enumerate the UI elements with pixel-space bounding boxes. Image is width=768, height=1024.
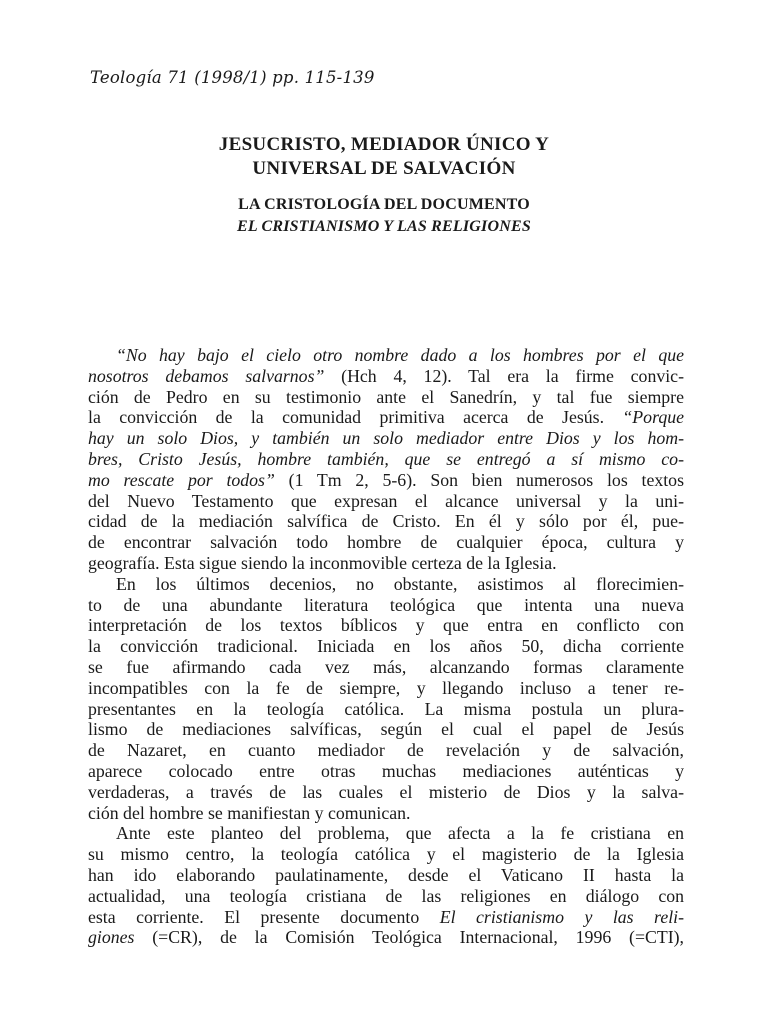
journal-reference: Teología 71 (1998/1) pp. 115-139 <box>90 68 375 87</box>
article-subtitle-line-1: LA CRISTOLOGÍA DEL DOCUMENTO <box>238 196 530 213</box>
text-line: verdaderas, a través de las cuales el misterio de Dios y la salva- <box>88 781 684 802</box>
text-line: aparece colocado entre otras muchas mediaciones auténticas y <box>88 760 684 781</box>
text-line: ción de Pedro en su testimonio ante el Sanedrín, y tal fue siempre <box>88 386 684 407</box>
text-line: la convicción tradicional. Iniciada en los años 50, dicha corriente <box>88 636 684 657</box>
text-line: bres, Cristo Jesús, hombre también, que se entregó a sí mismo co- <box>88 448 684 469</box>
text-line: incompatibles con la fe de siempre, y llegando incluso a tener re- <box>88 677 684 698</box>
text-line: Ante este planteo del problema, que afecta a la fe cristiana en <box>116 823 684 844</box>
document-title-italic: El cristianismo y las reli- <box>439 906 685 927</box>
text-line: actualidad, una teología cristiana de las religiones en diálogo con <box>88 885 684 906</box>
text-line: cidad de la mediación salvífica de Cristo. En él y sólo por él, pue- <box>88 511 684 532</box>
quote-text: nosotros debamos salvarnos” <box>88 365 325 386</box>
text-run: (1 Tm 2, 5-6). Son bien numerosos los textos <box>274 469 684 490</box>
article-body <box>88 345 684 948</box>
quote-text: mo rescate por todos” <box>88 469 275 490</box>
text-line: geografía. Esta sigue siendo la inconmovible certeza de la Iglesia. <box>88 552 557 573</box>
text-line: presentantes en la teología católica. La misma postula un plura- <box>88 698 684 719</box>
article-subtitle <box>0 194 768 238</box>
text-line: hay un solo Dios, y también un solo mediador entre Dios y los hom- <box>88 428 684 449</box>
article-title <box>0 133 768 181</box>
text-line: to de una abundante literatura teológica que intenta una nueva <box>88 594 684 615</box>
text-line: su mismo centro, la teología católica y el magisterio de la Iglesia <box>88 844 684 865</box>
text-run: la convicción de la comunidad primitiva acerca de Jesús. <box>88 407 623 428</box>
quote-text: “No hay bajo el cielo otro nombre dado a los hombres por el que <box>116 345 684 365</box>
text-line: ción del hombre se manifiestan y comunican. <box>88 802 411 823</box>
text-line: han ido elaborando paulatinamente, desde el Vaticano II hasta la <box>88 864 684 885</box>
article-subtitle-line-2: EL CRISTIANISMO Y LAS RELIGIONES <box>237 218 531 235</box>
text-line <box>88 366 684 387</box>
text-line <box>88 407 684 428</box>
text-line: se fue afirmando cada vez más, alcanzando formas claramente <box>88 656 684 677</box>
article-title-line-2: UNIVERSAL DE SALVACIÓN <box>252 158 516 179</box>
paragraph-1 <box>88 345 684 574</box>
text-line <box>88 345 684 366</box>
text-run: esta corriente. El presente documento <box>88 906 440 927</box>
text-line <box>88 907 684 928</box>
text-line: del Nuevo Testamento que expresan el alcance universal y la uni- <box>88 490 684 511</box>
text-line: En los últimos decenios, no obstante, asistimos al florecimien- <box>116 573 684 594</box>
text-line <box>88 470 684 491</box>
text-line: de encontrar salvación todo hombre de cualquier época, cultura y <box>88 532 684 553</box>
text-run: (=CR), de la Comisión Teológica Internacional, 1996 (=CTI), <box>134 927 684 948</box>
paragraph-2 <box>88 574 684 824</box>
text-line <box>88 927 684 948</box>
quote-text: “Porque <box>622 407 684 428</box>
text-run: (Hch 4, 12). Tal era la firme convic- <box>324 365 684 386</box>
article-title-line-1: JESUCRISTO, MEDIADOR ÚNICO Y <box>218 134 550 155</box>
text-line: interpretación de los textos bíblicos y que entra en conflicto con <box>88 615 684 636</box>
text-line: de Nazaret, en cuanto mediador de revelación y de salvación, <box>88 740 684 761</box>
text-line: lismo de mediaciones salvíficas, según el cual el papel de Jesús <box>88 719 684 740</box>
paragraph-3 <box>88 823 684 948</box>
document-title-italic: giones <box>88 927 135 948</box>
